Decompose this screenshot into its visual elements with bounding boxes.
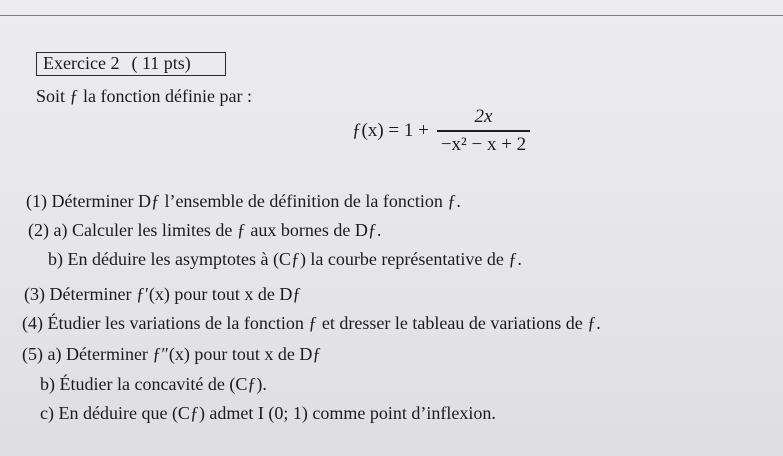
exercise-points: ( 11 pts) bbox=[131, 53, 191, 73]
formula-denominator: −x² − x + 2 bbox=[440, 133, 527, 155]
intro-text: Soit ƒ la fonction définie par : bbox=[36, 86, 252, 106]
question-4: (4) Étudier les variations de la fonction ƒ et dresser le tableau de variations de ƒ. bbox=[22, 313, 601, 333]
exercise-title-box bbox=[36, 52, 226, 76]
question-2a: (2) a) Calculer les limites de ƒ aux bornes de Dƒ. bbox=[28, 220, 382, 240]
question-3: (3) Déterminer ƒ′(x) pour tout x de Dƒ bbox=[24, 284, 302, 304]
formula-lhs: ƒ(x) = 1 + bbox=[352, 120, 429, 141]
formula-fraction bbox=[437, 106, 530, 156]
question-1: (1) Déterminer Dƒ l’ensemble de définition de la fonction ƒ. bbox=[26, 191, 461, 211]
question-5b: b) Étudier la concavité de (Cƒ). bbox=[40, 374, 267, 394]
exercise-title: Exercice 2 bbox=[43, 53, 120, 73]
question-5c: c) En déduire que (Cƒ) admet I (0; 1) comme point d’inflexion. bbox=[40, 403, 496, 423]
function-formula bbox=[352, 104, 530, 158]
question-5a: (5) a) Déterminer ƒ″(x) pour tout x de Dƒ bbox=[22, 344, 322, 364]
formula-numerator: 2x bbox=[474, 106, 493, 128]
question-2b: b) En déduire les asymptotes à (Cƒ) la courbe représentative de ƒ. bbox=[48, 249, 522, 269]
top-divider bbox=[0, 15, 783, 16]
